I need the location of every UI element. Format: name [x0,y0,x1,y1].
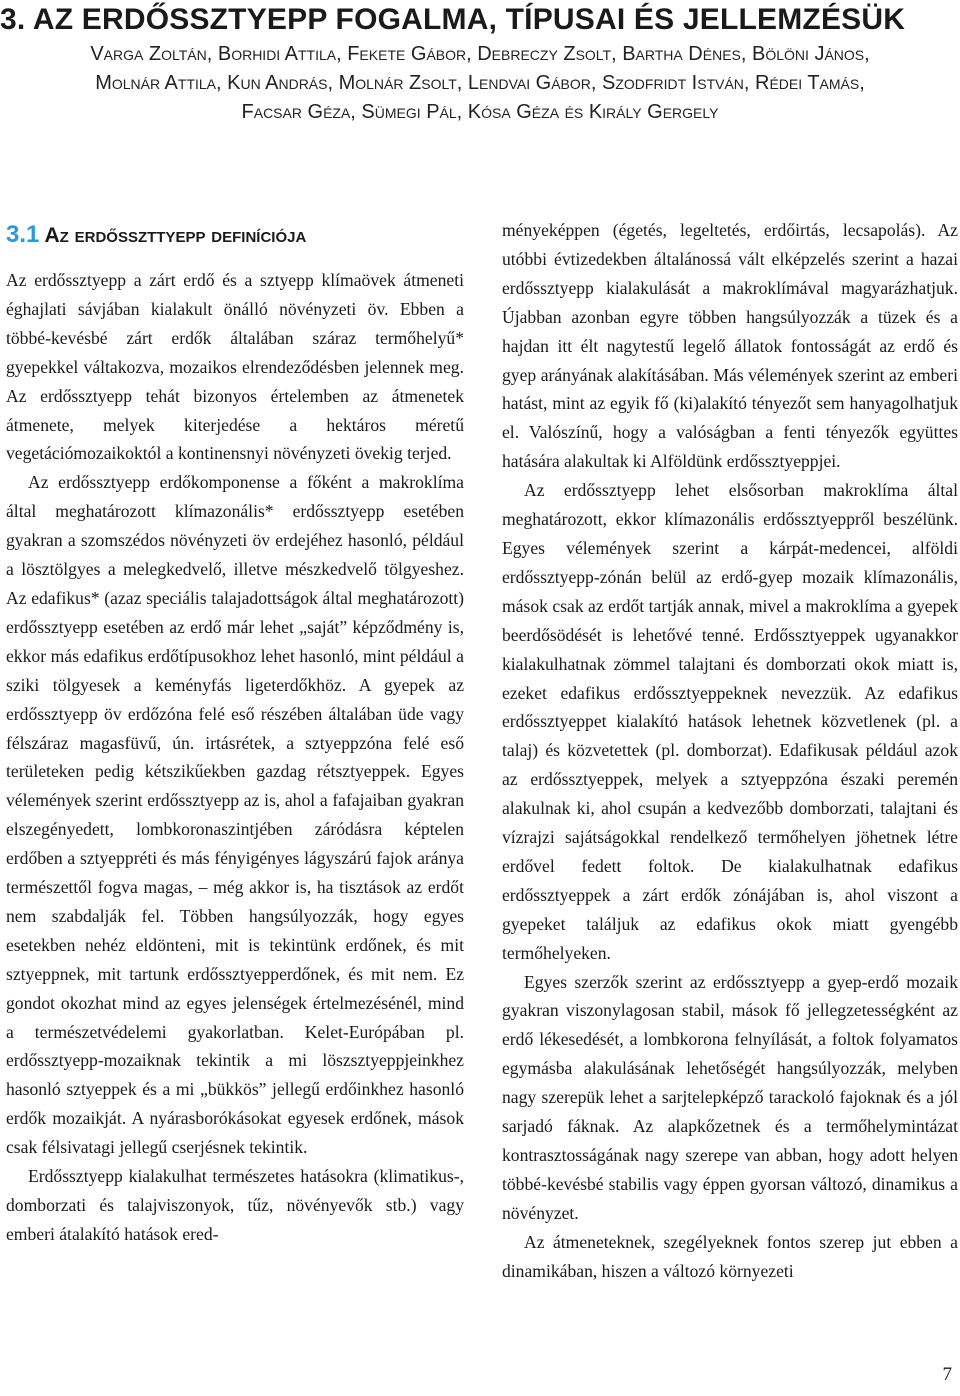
paragraph: Az átmeneteknek, szegélyeknek fontos szerep jut ebben a dinamikában, hiszen a változó környezeti [502,1231,958,1281]
author-line: Molnár Attila, Kun András, Molnár Zsolt, Lendvai Gábor, Szodfridt István, Rédei Tamás, [95,72,865,94]
author-line: Varga Zoltán, Borhidi Attila, Fekete Gábor, Debreczy Zsolt, Bartha Dénes, Bölöni János, [90,43,870,65]
right-column [502,216,958,1286]
paragraph: Az erdőssztyepp lehet elsősorban makroklíma által meghatározott, ekkor klímazonális erdőssztyeppről beszélünk. Egyes vélemények szerint a kárpát-medencei, alföldi erdőssztyepp-zónán belül az erdő-gyep mozaik klímazonális, mások csak az erdőt tartják annak, mivel a makroklíma a gyepek beerdősödését is lehetővé tenné. Erdőssztyeppek ugyanakkor kialakulhatnak zömmel talajtani és domborzati okok miatt is, ezeket edafikus erdőssztyeppeknek nevezzük. Az edafikus erdőssztyeppet kialakító hatások lehetnek közvetlenek (pl. a talaj) és közvetettek (pl. domborzat). Edafikusak például azok az erdőssztyeppek, melyek a sztyeppzóna északi peremén alakulnak ki, ahol csupán a kedvezőbb domborzati, talajtani és vízrajzi sajátságokkal rendelkező termőhelyen jöhetnek létre erdővel fedett foltok. De kialakulhatnak edafikus erdőssztyeppek a zárt erdők zónájában is, ahol viszont a gyepeket találjuk az edafikus okok miatt gyengébb termőhelyeken. [502,480,958,963]
section-number: 3.1 [6,221,40,248]
author-list [0,40,960,127]
paragraph: Erdőssztyepp kialakulhat természetes hatásokra (klimatikus-, domborzati és talajviszonyok, tűz, növényevők stb.) vagy emberi átalakító hatások ered- [6,1166,464,1244]
section-heading [6,221,306,250]
paragraph: Egyes szerzők szerint az erdőssztyepp a gyep-erdő mozaik gyakran viszonylagosan stabil, mások fő jellegzetességként az erdő lékesedését, a lombkorona felnyílását, a foltok folyamatos egymásba alakulásának lehetőségét hangsúlyozzák, melyben nagy szerepük lehet a sarjtelepképző tarackoló fajoknak és a jól sarjadó fáknak. Az alapkőzetnek és a termőhelymintázat kontrasztosságának nagy szerepe van abban, hogy adott helyen többé-kevésbé stabilis vagy éppen gyorsan változó, dinamikus a növényzet. [502,971,958,1223]
left-column [6,266,464,1249]
section-title: Az erdősszttyepp definíciója [44,224,307,247]
page-number: 7 [942,1364,952,1385]
author-line: Facsar Géza, Sümegi Pál, Kósa Géza és Király Gergely [241,101,719,123]
paragraph: Az erdőssztyepp a zárt erdő és a sztyepp klímaövek átmeneti éghajlati sávjában kialakult önálló növényzeti öv. Ebben a többé-kevésbé zárt erdők általában száraz termőhelyű* gyepekkel váltakozva, mozaikos elrendeződésben jelennek meg. Az erdőssztyepp tehát bizonyos értelemben az átmenetek átmenete, melyek kiterjedése a hektáros méretű vegetációmozaikoktól a kontinensnyi növényzeti övekig terjed. [6,270,464,464]
chapter-title: 3. AZ ERDŐSSZTYEPP FOGALMA, TÍPUSAI ÉS JELLEMZÉSÜK [0,3,906,36]
paragraph: Az erdőssztyepp erdőkomponense a főként a makroklíma által meghatározott klímazonális* erdőssztyepp esetében gyakran a szomszédos növényzeti öv erdejéhez hasonló, például a lösztölgyes a melegkedvelő, illetve mészkedvelő tölgyeshez. Az edafikus* (azaz speciális talajadottságok által meghatározott) erdőssztyepp esetében az erdő már lehet „saját” képződmény is, ekkor más edafikus erdőtípusokhoz lehet hasonló, mint például a sziki tölgyesek a keményfás ligeterdőkhöz. A gyepek az erdőssztyepp öv erdőzóna felé eső részében általában üde vagy félszáraz magasfüvű, ún. irtásrétek, a sztyeppzóna felé eső területeken pedig kétszikűekben gazdag rétsztyeppek. Egyes vélemények szerint erdőssztyepp az is, ahol a fafajaiban gyakran elszegényedett, lombkoronaszintjében záródásra képtelen erdőben a sztyeppréti és más fényigényes lágyszárú fajok aránya természettől fogva magas, – még akkor is, ha tisztások az erdőt nem szabdalják fel. Többen hangsúlyozzák, hogy egyes esetekben nehéz eldönteni, mit is tekintünk erdőnek, és mit sztyeppnek, mit tartunk erdőssztyepperdőnek, és mit nem. Ez gondot okozhat mind az egyes jelenségek értelmezésénél, mind a természetvédelemi gyakorlatban. Kelet-Európában pl. erdőssztyepp-mozaiknak tekintik a mi löszsztyeppjeinkhez hasonló sztyeppek és a mi „bükkös” jellegű erdőinkhez hasonló erdők mozaikját. A nyárasborókásokat egyesek erdőnek, mások csak félsivatagi jellegű cserjésnek tekintik. [6,472,464,1158]
paragraph: ményeképpen (égetés, legeltetés, erdőirtás, lecsapolás). Az utóbbi évtizedekben általánossá vált elképzelés szerint a hazai erdőssztyepp kialakulását a makroklímával magyarázhatjuk. Újabban azonban egyre többen hangsúlyozzák a tüzek és a hajdan itt élt nagytestű legelő állatok fontosságát az erdő és gyep arányának alakításában. Más vélemények szerint az emberi hatást, mint az egyik fő (ki)alakító tényezőt sem hanyagolhatjuk el. Valószínű, hogy a valóságban a fenti tényezők együttes hatására alakultak ki Alföldünk erdőssztyeppjei. [502,220,958,472]
